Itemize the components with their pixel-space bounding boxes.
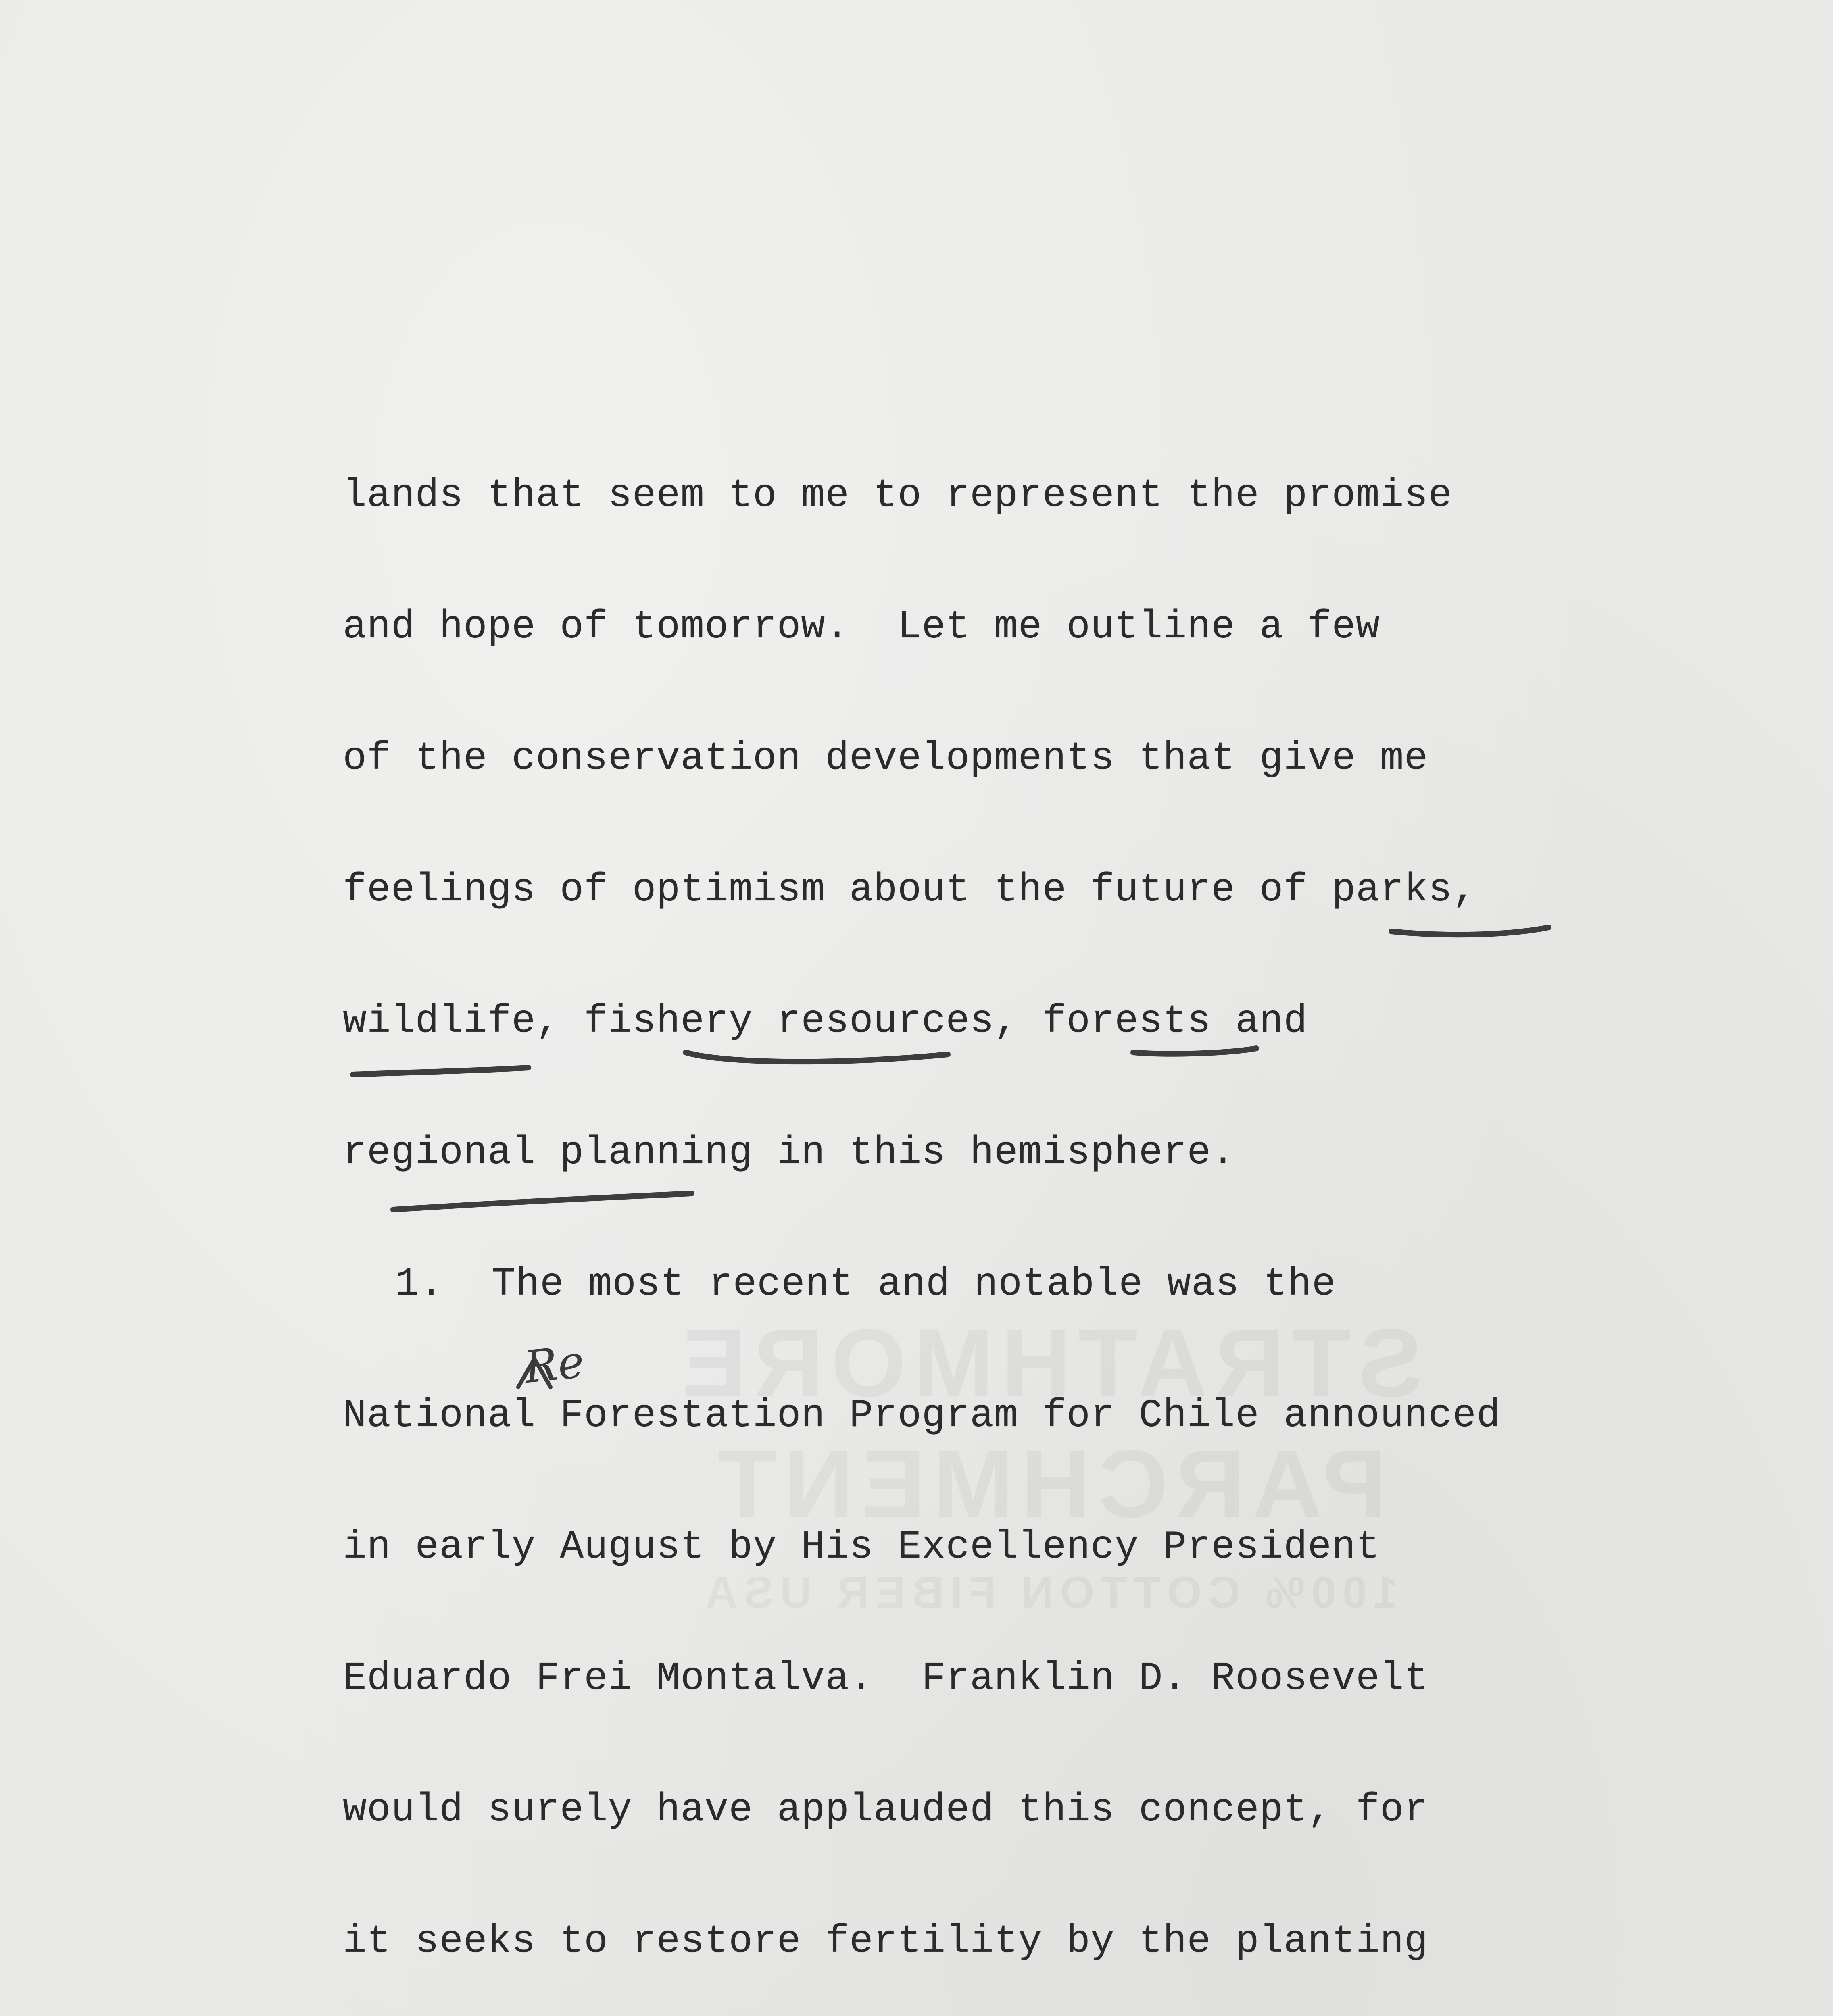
text-line-5: wildlife, fishery resources, forests and [343,999,1308,1044]
text-line-12: it seeks to restore fertility by the planting [343,1919,1428,1964]
text-line-9: in early August by His Excellency President [343,1525,1380,1570]
text-line-10: Eduardo Frei Montalva. Franklin D. Roosevelt [343,1656,1428,1701]
handwritten-insert: Re [521,1335,587,1393]
text-line-8: National Forestation Program for Chile announced [343,1393,1501,1438]
text-line-2: and hope of tomorrow. Let me outline a few [343,605,1380,650]
text-line-7: 1. The most recent and notable was the [395,1262,1336,1307]
typed-text-body [343,466,1714,2016]
text-line-6: regional planning in this hemisphere. [343,1131,1235,1175]
text-line-11: would surely have applauded this concept, for [343,1788,1428,1833]
text-line-1: lands that seem to me to represent the promise [343,473,1453,518]
text-line-4: feelings of optimism about the future of parks, [343,868,1477,912]
text-line-3: of the conservation developments that give me [343,736,1428,781]
